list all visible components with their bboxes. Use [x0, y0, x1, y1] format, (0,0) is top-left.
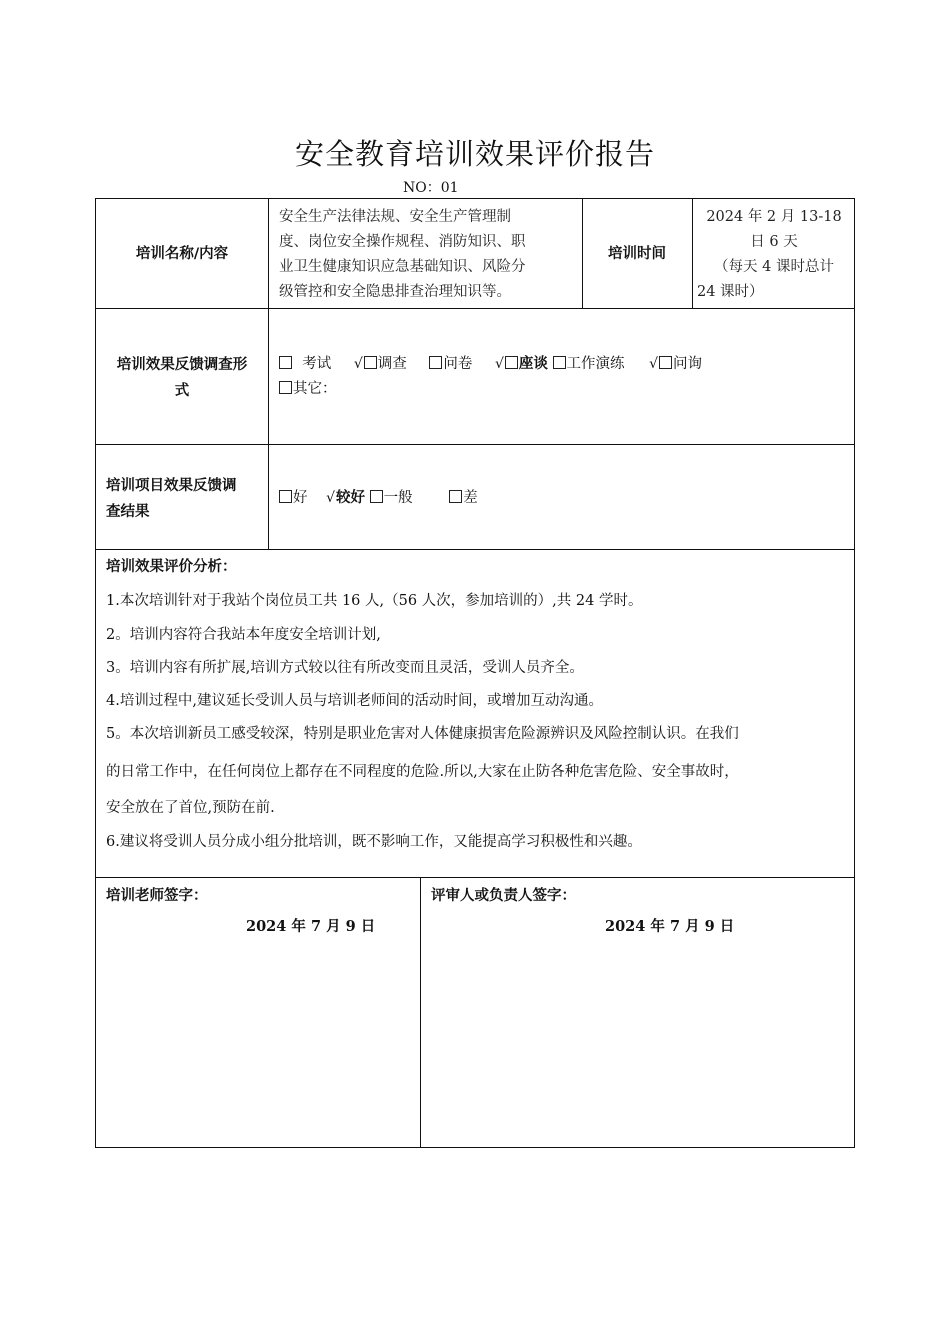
checkmark-icon: √	[326, 490, 336, 506]
feedback-form-label-line: 培训效果反馈调查形	[116, 357, 248, 373]
checkbox-icon	[429, 356, 442, 369]
analysis-line: 6.建议将受训人员分成小组分批培训，既不影响工作，又能提高学习积极性和兴趣。	[106, 834, 642, 850]
checkbox-icon	[279, 381, 292, 394]
training-time-line: 日 6 天	[750, 234, 798, 250]
column-divider-signatures	[420, 877, 421, 1147]
feedback-method-options	[279, 352, 702, 376]
column-divider-label	[268, 199, 269, 549]
analysis-line: 2。培训内容符合我站本年度安全培训计划,	[106, 627, 381, 643]
analysis-line: 3。培训内容有所扩展,培训方式较以往有所改变而且灵活，受训人员齐全。	[106, 660, 584, 676]
option-other[interactable]: 其它：	[279, 377, 337, 401]
training-content-line: 业卫生健康知识应急基础知识、风险分	[279, 259, 526, 275]
row-divider-3	[96, 549, 854, 550]
checkmark-icon: √	[353, 356, 363, 372]
row-divider-4	[96, 877, 854, 878]
training-content-line: 级管控和安全隐患排查治理知识等。	[279, 284, 511, 300]
option-poor[interactable]: 差	[449, 486, 478, 510]
reviewer-signature-date: 2024 年 7 月 9 日	[605, 918, 735, 935]
option-survey[interactable]: √ 调查	[353, 356, 407, 372]
checkbox-icon	[279, 356, 292, 369]
training-time-value	[693, 205, 855, 305]
checkmark-icon: √	[649, 356, 659, 372]
training-content-line: 度、岗位安全操作规程、消防知识、职	[279, 234, 526, 250]
feedback-form-label	[96, 352, 268, 404]
feedback-result-label-line: 培训项目效果反馈调	[106, 478, 237, 494]
training-time-label: 培训时间	[608, 246, 666, 262]
training-time-line: （每天 4 课时总计	[714, 259, 834, 275]
checkbox-icon	[279, 490, 292, 503]
checkbox-icon	[659, 356, 672, 369]
feedback-result-label-line: 查结果	[106, 504, 150, 520]
teacher-signature-date: 2024 年 7 月 9 日	[246, 918, 376, 935]
option-fairly-good[interactable]: √较好	[326, 489, 366, 506]
checkbox-icon	[370, 490, 383, 503]
row-divider-1	[96, 308, 854, 309]
feedback-form-label-line: 式	[174, 383, 190, 399]
option-work-drill[interactable]: 工作演练	[553, 352, 625, 376]
training-time-line: 24 课时）	[697, 284, 764, 300]
analysis-line: 4.培训过程中,建议延长受训人员与培训老师间的活动时间，或增加互动沟通。	[106, 693, 603, 709]
feedback-result-options	[279, 486, 478, 510]
option-average[interactable]: 一般	[370, 486, 413, 510]
training-content	[279, 205, 579, 305]
checkbox-icon	[449, 490, 462, 503]
checkbox-icon	[364, 356, 377, 369]
document-number: NO：01	[403, 180, 459, 196]
training-content-line: 安全生产法律法规、安全生产管理制	[279, 209, 511, 225]
checkbox-icon	[553, 356, 566, 369]
option-inquiry[interactable]: √ 问询	[649, 356, 703, 372]
checkmark-icon: √	[494, 356, 504, 372]
analysis-line: 1.本次培训针对于我站个岗位员工共 16 人,（56 人次，参加培训的）,共 24 学时。	[106, 593, 643, 609]
training-name-label: 培训名称/内容	[135, 246, 229, 262]
option-discussion[interactable]: √ 座谈	[494, 355, 548, 372]
analysis-line: 5。本次培训新员工感受较深，特别是职业危害对人体健康损害危险源辨识及风险控制认识。在我们	[106, 726, 739, 742]
feedback-result-label	[106, 473, 266, 525]
teacher-signature-label: 培训老师签字：	[106, 888, 208, 904]
option-questionnaire[interactable]: 问卷	[429, 352, 472, 376]
option-good[interactable]: 好	[279, 486, 308, 510]
training-time-line: 2024 年 2 月 13-18	[706, 209, 842, 225]
checkbox-icon	[505, 356, 518, 369]
page-title: 安全教育培训效果评价报告	[294, 137, 655, 171]
analysis-line: 的日常工作中，在任何岗位上都存在不同程度的危险.所以,大家在止防各种危害危险、安全事故时，	[106, 764, 739, 780]
option-exam[interactable]: 考试	[279, 352, 331, 376]
evaluation-form	[95, 198, 855, 1148]
analysis-heading: 培训效果评价分析：	[106, 559, 237, 575]
row-divider-2	[96, 444, 854, 445]
analysis-line: 安全放在了首位,预防在前.	[106, 800, 275, 816]
reviewer-signature-label: 评审人或负责人签字：	[431, 888, 576, 904]
